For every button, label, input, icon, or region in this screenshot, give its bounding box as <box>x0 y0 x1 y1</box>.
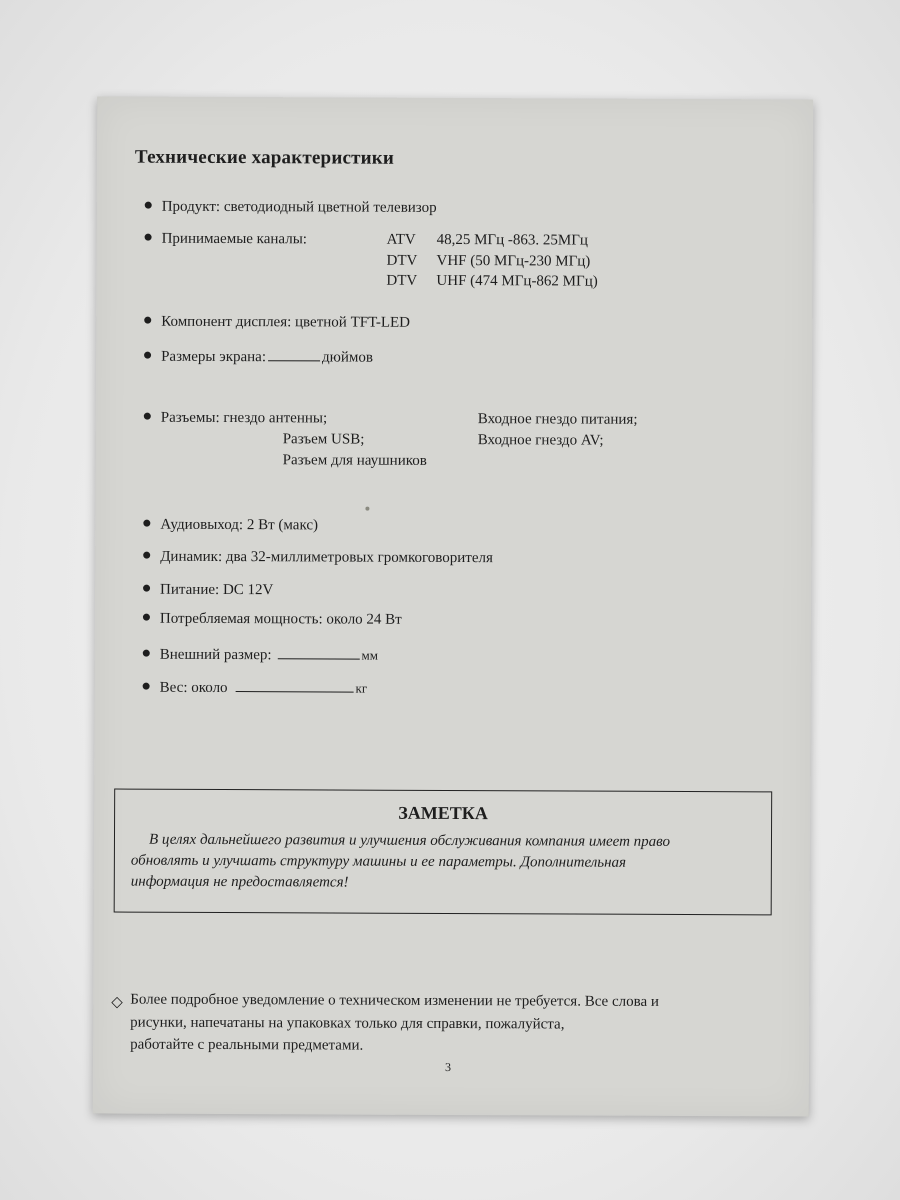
note-title: ЗАМЕТКА <box>398 802 488 824</box>
spec-display: Компонент дисплея: цветной TFT-LED <box>144 314 410 332</box>
connector-av: Входное гнездо AV; <box>477 432 604 449</box>
channel-range-atv: 48,25 МГц -863. 25МГц <box>436 231 588 249</box>
bullet-icon <box>143 650 150 657</box>
channel-type-atv: ATV <box>386 231 416 248</box>
page-number: 3 <box>444 1059 452 1074</box>
spec-product: Продукт: светодиодный цветной телевизор <box>145 199 437 217</box>
spec-external-size: Внешний размер: мм <box>143 644 378 665</box>
channel-range-dtv-uhf: UHF (474 МГц-862 МГц) <box>436 272 598 290</box>
note-line-3: информация не предоставляется! <box>130 873 349 891</box>
external-size-blank <box>278 644 360 659</box>
channel-type-dtv-uhf: DTV <box>386 272 418 289</box>
channel-range-dtv-vhf: VHF (50 МГц-230 МГц) <box>436 252 591 270</box>
channel-type-dtv-vhf: DTV <box>386 252 418 269</box>
bullet-icon <box>143 520 150 527</box>
spec-connectors: Разъемы: гнездо антенны; <box>144 410 327 428</box>
bullet-icon <box>143 552 150 559</box>
bullet-icon <box>144 352 151 359</box>
spec-channels-label: Принимаемые каналы: <box>145 231 307 249</box>
connector-usb: Разъем USB; <box>282 431 365 448</box>
bullet-icon <box>145 234 152 241</box>
spec-power: Питание: DC 12V <box>143 582 273 600</box>
bullet-icon <box>143 683 150 690</box>
paper-speck <box>365 507 369 511</box>
footer-line-3: работайте с реальными предметами. <box>130 1036 364 1054</box>
bullet-icon <box>145 202 152 209</box>
footer-diamond-icon: ◇ <box>111 994 123 1011</box>
spec-screen: Размеры экрана: дюймов <box>144 346 373 367</box>
connector-power: Входное гнездо питания; <box>477 411 638 428</box>
connector-headphones: Разъем для наушников <box>282 452 427 469</box>
bullet-icon <box>143 585 150 592</box>
spec-speaker: Динамик: два 32-миллиметровых громкоговорителя <box>143 549 493 568</box>
spec-audio: Аудиовыход: 2 Вт (макс) <box>143 517 318 535</box>
note-box <box>114 789 773 916</box>
note-line-1: В целях дальнейшего развития и улучшения обслуживания компания имеет право <box>148 831 671 850</box>
bullet-icon <box>144 317 151 324</box>
screen-size-blank <box>268 346 320 361</box>
footer-line-1: Более подробное уведомление о техническом изменении не требуется. Все слова и <box>130 991 659 1010</box>
bullet-icon <box>143 614 150 621</box>
spec-consumption: Потребляемая мощность: около 24 Вт <box>143 611 402 629</box>
page-title: Технические характеристики <box>134 146 395 169</box>
weight-blank <box>236 677 354 693</box>
document-page <box>93 96 813 1116</box>
footer-line-2: рисунки, напечатаны на упаковках только для справки, пожалуйста, <box>130 1014 565 1033</box>
bullet-icon <box>144 413 151 420</box>
note-line-2: обновлять и улучшать структуру машины и ее параметры. Дополнительная <box>130 852 627 871</box>
spec-weight: Вес: около кг <box>143 677 368 698</box>
